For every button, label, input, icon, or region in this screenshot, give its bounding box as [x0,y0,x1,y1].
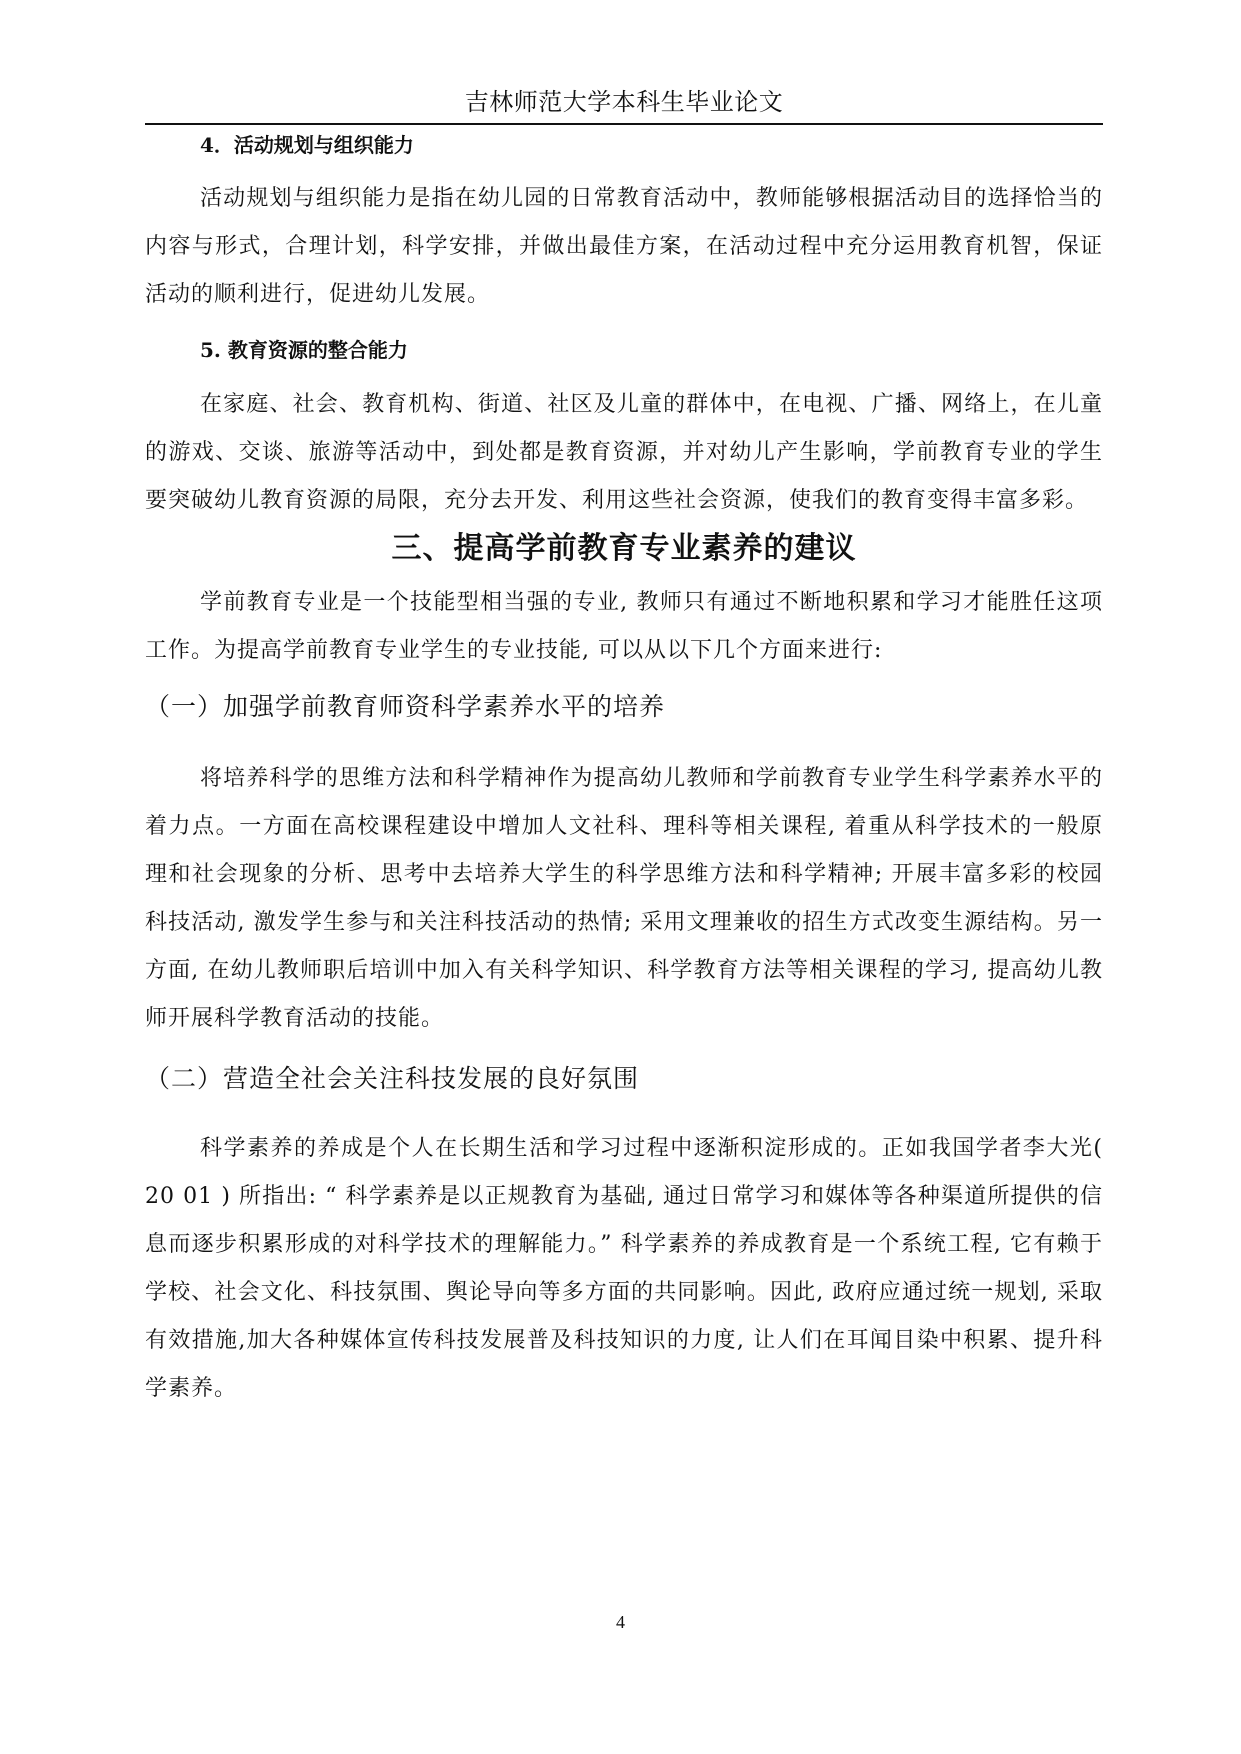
header-divider [145,123,1103,125]
running-header-title: 吉林师范大学本科生毕业论文 [464,88,784,116]
subsection-2-title: （二）营造全社会关注科技发展的良好氛围 [145,1064,640,1093]
page-body [145,130,1103,1413]
section-3-intro: 学前教育专业是一个技能型相当强的专业, 教师只有通过不断地积累和学习才能胜任这项工作。为提高学前教育专业学生的专业技能, 可以从以下几个方面来进行: [145,590,1103,663]
subsection-2-paragraph: 科学素养的养成是个人在长期生活和学习过程中逐渐积淀形成的。正如我国学者李大光( 20 01 ) 所指出: “ 科学素养是以正规教育为基础, 通过日常学习和媒体等各种渠道所提供的信息而逐步积累形成的对科学技术的理解能力。” 科学素养的养成教育是一个系统工程, 它有赖于学校、社会文化、科技氛围、舆论导向等多方面的共同影响。因此, 政府应通过统一规划, 采取有效措施,加大各种媒体宣传科技发展普及科技知识的力度, 让人们在耳闻目染中积累、提升科学素养。 [145,1136,1103,1401]
paragraph-item-5: 在家庭、社会、教育机构、街道、社区及儿童的群体中，在电视、广播、网络上，在儿童的游戏、交谈、旅游等活动中，到处都是教育资源，并对幼儿产生影响，学前教育专业的学生要突破幼儿教育资源的局限，充分去开发、利用这些社会资源，使我们的教育变得丰富多彩。 [145,392,1103,513]
page-number: 4 [616,1612,625,1632]
subsection-1-paragraph: 将培养科学的思维方法和科学精神作为提高幼儿教师和学前教育专业学生科学素养水平的着力点。一方面在高校课程建设中增加人文社科、理科等相关课程, 着重从科学技术的一般原理和社会现象的分析、思考中去培养大学生的科学思维方法和科学精神; 开展丰富多彩的校园科技活动, 激发学生参与和关注科技活动的热情; 采用文理兼收的招生方式改变生源结构。另一方面, 在幼儿教师职后培训中加入有关科学知识、科学教育方法等相关课程的学习, 提高幼儿教师开展科学教育活动的技能。 [145,766,1103,1031]
heading-item-4: 4．活动规划与组织能力 [200,133,414,157]
paragraph-item-4: 活动规划与组织能力是指在幼儿园的日常教育活动中，教师能够根据活动目的选择恰当的内容与形式，合理计划，科学安排，并做出最佳方案，在活动过程中充分运用教育机智，保证活动的顺利进行，促进幼儿发展。 [145,186,1103,307]
section-3-title: 三、提高学前教育专业素养的建议 [391,531,857,566]
heading-item-5: 5. 教育资源的整合能力 [200,338,408,362]
subsection-1-title: （一）加强学前教育师资科学素养水平的培养 [145,692,666,721]
